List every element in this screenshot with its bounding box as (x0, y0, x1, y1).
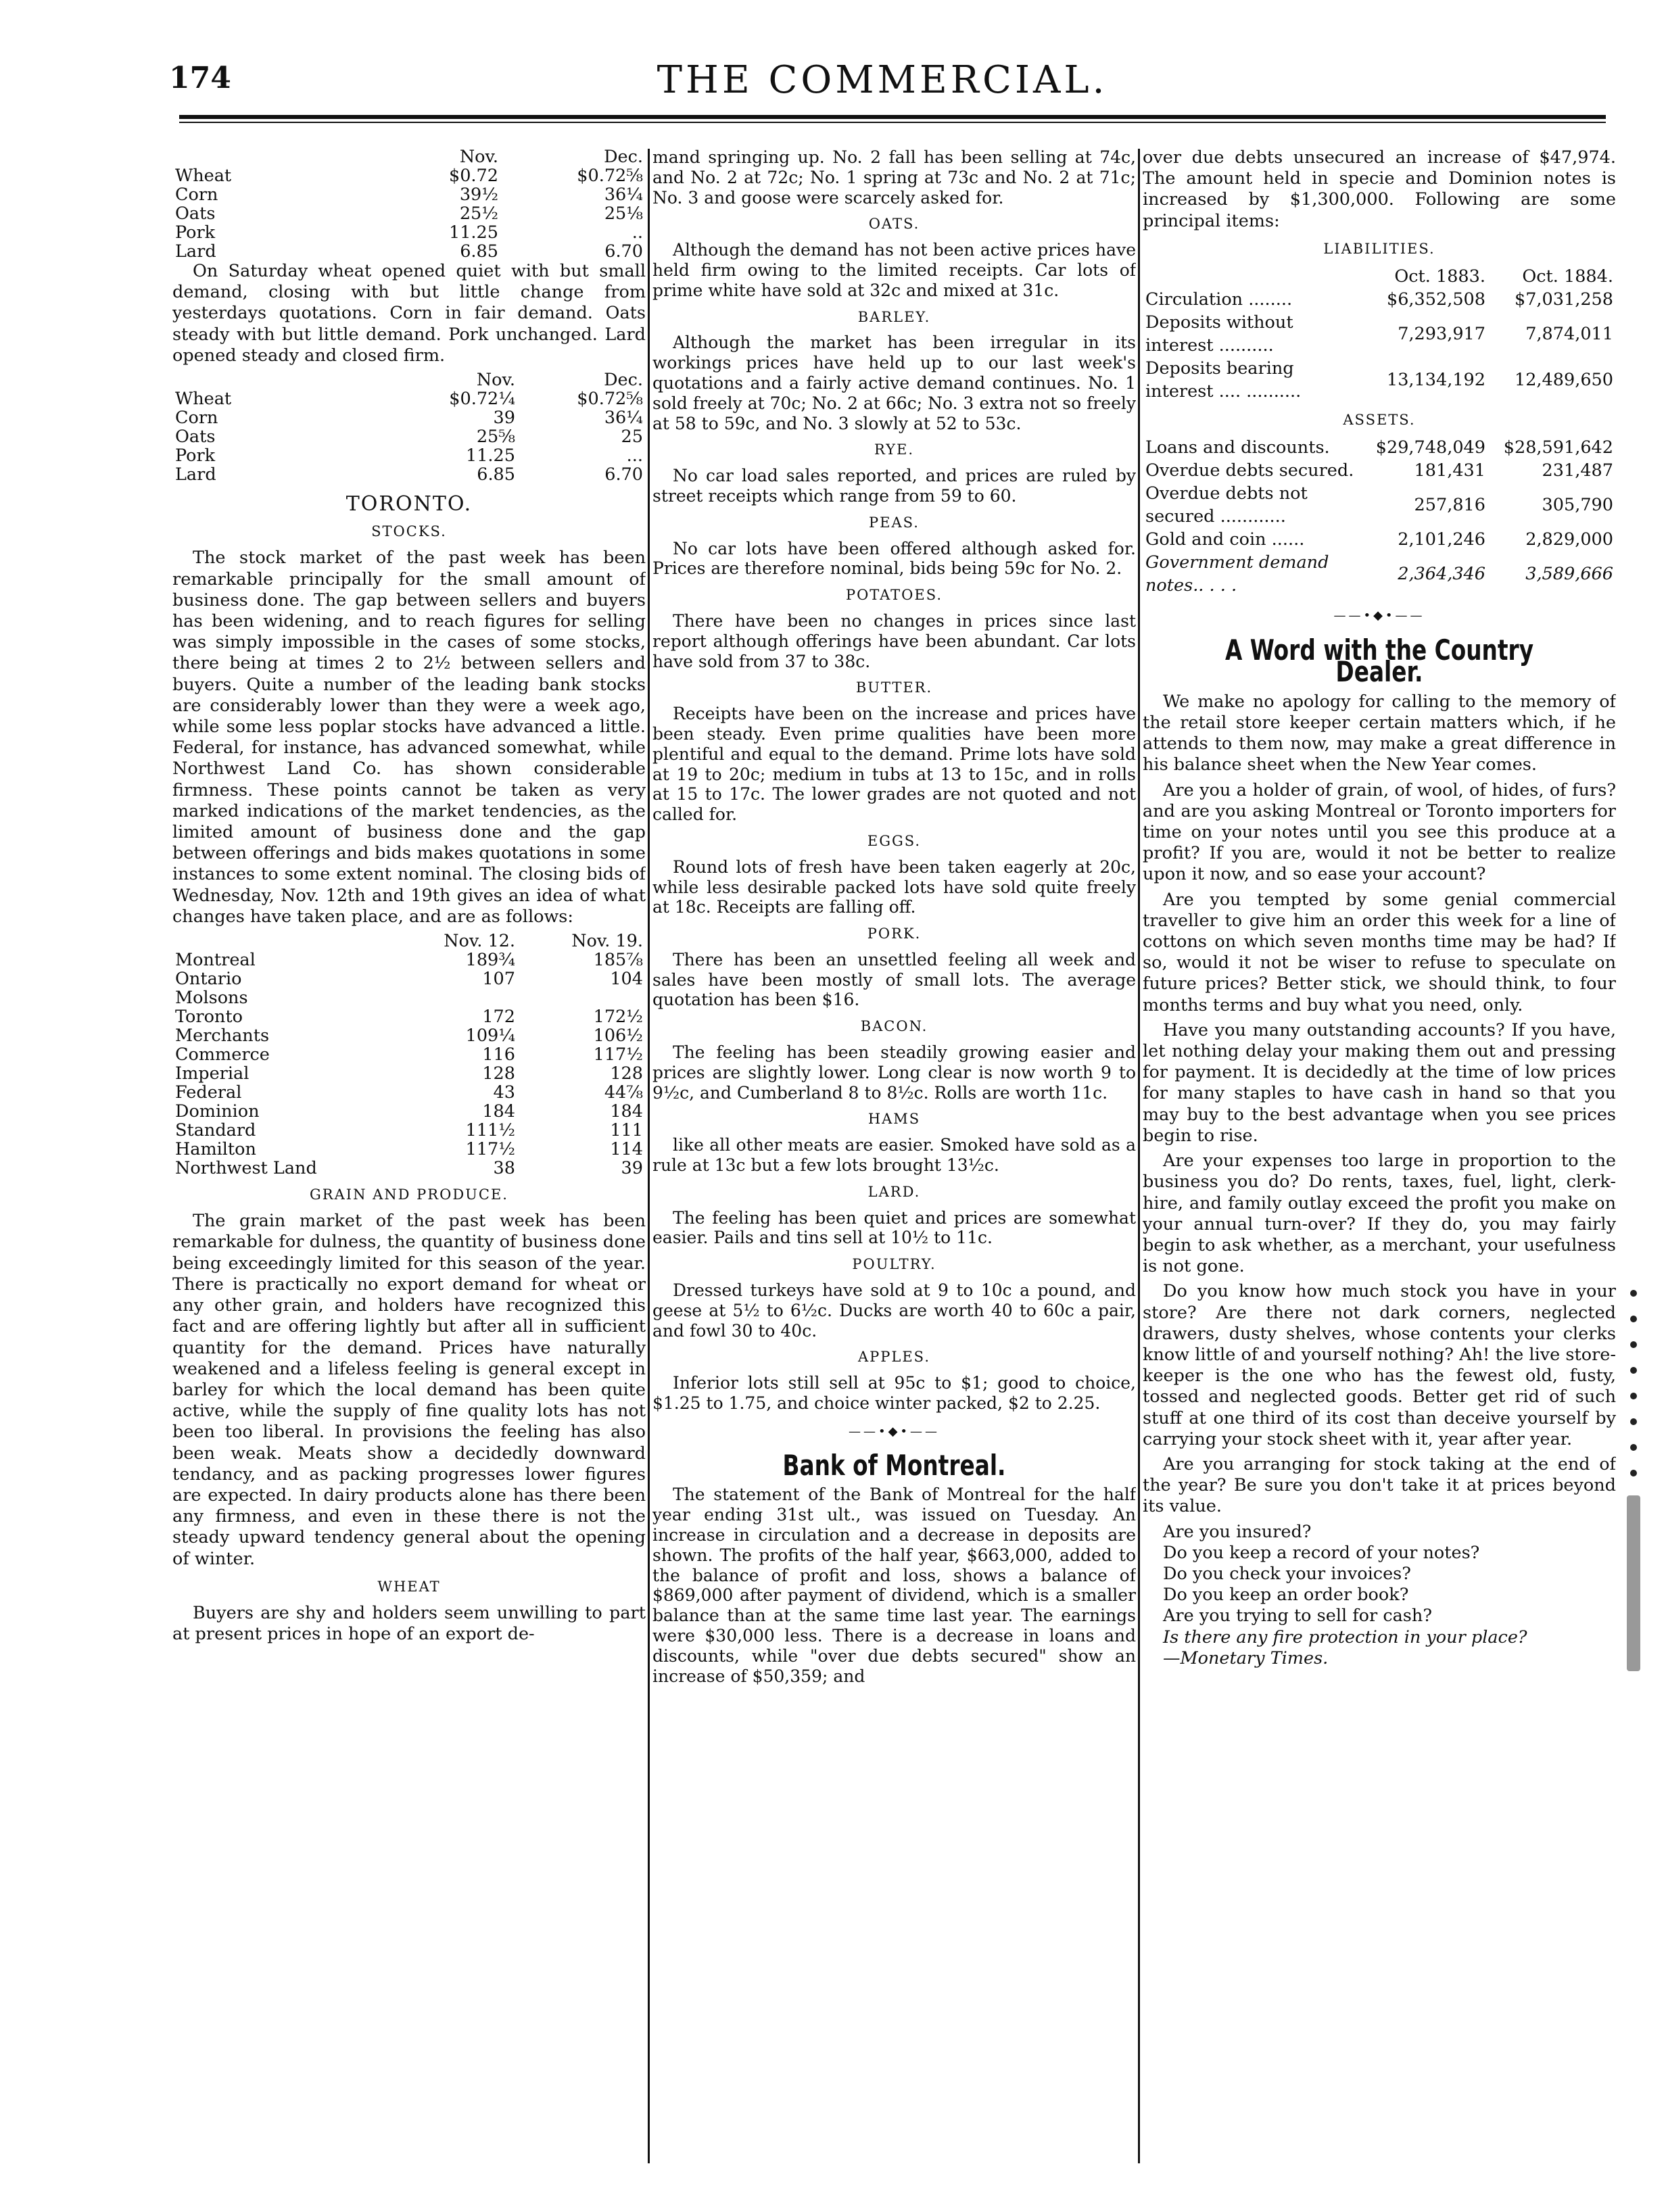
page-number: 174 (169, 61, 231, 95)
paragraph: Although the demand has not been active prices have held firm owing to the limited receipts. Car lots of prime white have sold at 32c and mixed at 31c. (652, 240, 1136, 300)
paragraph: Are you a holder of grain, of wool, of hides, of furs? and are you asking Montreal or Toronto importers for time on your notes until you see this produce at a profit? If you are, would it not be better to realize upon it now, and so ease your account? (1143, 779, 1616, 885)
table-row: Corn 39½ 36¼ (175, 185, 643, 205)
table-row: Wheat $0.72¼ $0.72⅝ (175, 389, 643, 410)
table-row: Merchants 109¼ 106½ (175, 1026, 643, 1047)
table-row: Molsons (175, 988, 248, 1009)
paragraph: Is there any fire protection in your place? (1163, 1627, 1527, 1648)
subsection-heading: STOCKS. (371, 523, 447, 540)
subsection-heading: LARD. (867, 1183, 921, 1200)
subsection-heading: BUTTER. (855, 679, 933, 696)
ornament-divider: ——•◆•—— (848, 1424, 941, 1439)
paragraph: Receipts have been on the increase and prices have been steady. Even prime qualities have been more plentiful and equal to the demand. Prime lots have sold at 19 to 20c; medium in tubs at 13 to 15c, and in rolls at 15 to 17c. The lower grades are not quoted and not called for. (652, 704, 1136, 825)
table-row: Deposits without interest .......... 7,293,917 7,874,011 (1145, 312, 1613, 356)
table-row: Dominion 184 184 (175, 1101, 643, 1122)
column-header: Oct. 1883. (1394, 266, 1485, 287)
subsection-heading: APPLES. (857, 1349, 930, 1366)
table-row: Gold and coin ...... 2,101,246 2,829,000 (1145, 529, 1613, 550)
page-edge-marks (1626, 1271, 1641, 2204)
subsection-heading: WHEAT (377, 1578, 441, 1595)
paragraph: Are your expenses too large in proportion to the business you do? Do rents, taxes, fuel, light, clerk-hire, and family outlay exceed the profit you make on your annual turn-over? If they do, you may fairly begin to ask whether, as a merchant, your usefulness is not gone. (1143, 1151, 1616, 1277)
column-header: Oct. 1884. (1522, 266, 1613, 287)
paragraph: Are you trying to sell for cash? (1163, 1606, 1432, 1627)
column-header: Nov. 19. (571, 931, 643, 952)
column-header: Dec. (604, 370, 643, 391)
paragraph: Do you keep a record of your notes? (1163, 1542, 1480, 1563)
article-heading: A Word with the Country Dealer. (1224, 633, 1534, 688)
subsection-heading: PORK. (867, 925, 922, 942)
column-divider (1138, 149, 1140, 2163)
subsection-heading: POTATOES. (845, 587, 943, 604)
table-row: Overdue debts secured. 181,431 231,487 (1145, 460, 1613, 481)
paragraph: The grain market of the past week has been remarkable for dulness, the quantity of business done being exceedingly limited for this season of the year. There is practically no export demand for wheat or any other grain, and holders have recognized this fact and are offering lightly but after all in sufficient quantity for the demand. Prices have naturally weakened and a lifeless feeling is general except in barley for which the local demand has been quite active, while the supply of fine quality lots has not been too liberal. In provisions the feeling has also been weak. Meats show a decidedly downward tendancy, and as packing progresses lower figures are expected. In dairy products alone has there been any firmness, and even in these there is not the steady upward tendency general about the opening of winter. (172, 1211, 646, 1569)
column-header: Nov. (476, 370, 515, 391)
column-2 (652, 147, 1136, 2162)
table-row: Lard 6.85 6.70 (175, 241, 643, 262)
table-row: Government demand notes.. . . . 2,364,346 3,589,666 (1145, 552, 1613, 596)
table-row: Northwest Land 38 39 (175, 1158, 643, 1179)
masthead-title: THE COMMERCIAL. (657, 58, 1108, 102)
paragraph: Are you tempted by some genial commercial traveller to give him an order this week for a line of cottons on which seven months time may be had? If so, would it not be wiser to refuse to speculate on future prices? Better stick, we should think, to four months terms and buy what you need, only. (1143, 889, 1616, 1015)
subsection-heading: POULTRY. (852, 1256, 936, 1273)
ornament-divider: ——•◆•—— (1333, 608, 1425, 623)
subsection-heading: LIABILITIES. (1323, 240, 1435, 257)
table-row: Toronto 172 172½ (175, 1007, 643, 1028)
column-header: Nov. (459, 147, 498, 167)
table-row: Overdue debts not secured ............ 257,816 305,790 (1145, 483, 1613, 527)
header-rule (179, 115, 1606, 119)
table-row: Imperial 128 128 (175, 1063, 643, 1084)
grain-price-table-2 (172, 370, 646, 484)
column-divider (648, 149, 650, 2163)
table-row: Hamilton 117½ 114 (175, 1139, 643, 1160)
paragraph: Round lots of fresh have been taken eagerly at 20c, while less desirable packed lots have sold quite freely at 18c. Receipts are falling off. (652, 857, 1136, 917)
liabilities-table (1143, 265, 1616, 403)
subsection-heading: HAMS (867, 1111, 921, 1128)
table-row: Ontario 107 104 (175, 969, 643, 990)
subsection-heading: GRAIN AND PRODUCE. (310, 1186, 508, 1203)
table-row: Commerce 116 117½ (175, 1044, 643, 1065)
paragraph: Buyers are shy and holders seem unwilling to part at present prices in hope of an export de- (172, 1602, 646, 1645)
paragraph: There have been no changes in prices since last report although offerings have been abundant. Car lots have sold from 37 to 38c. (652, 610, 1136, 671)
paragraph: The statement of the Bank of Montreal for the half year ending 31st ult., was issued on Tuesday. An increase in circulation and a decrease in deposits are shown. The profits of the half year, $663,000, added to the balance of profit and loss, shows a balance of $869,000 after payment of dividend, which is a smaller balance than at the same time last year. The earnings were $30,000 less. There is a decrease in loans and discounts, while "over due debts secured" show an increase of $50,359; and (652, 1485, 1136, 1686)
table-row: Loans and discounts. $29,748,049 $28,591,642 (1145, 437, 1613, 458)
assets-table (1143, 436, 1616, 597)
table-row: Montreal 189¾ 185⅞ (175, 950, 643, 971)
paragraph: Have you many outstanding accounts? If you have, let nothing delay your making them out and pressing for payment. It is decidedly at the time of low prices for many staples to have cash in hand so that you may buy to the best advantage when you see prices begin to rise. (1143, 1019, 1616, 1146)
attribution: —Monetary Times. (1163, 1648, 1329, 1668)
section-heading: TORONTO. (346, 492, 473, 516)
page-header (169, 55, 1596, 116)
paragraph: Although the market has been irregular in its workings prices have held up to our last week's quotations and a fairly active demand continues. No. 1 sold freely at 70c; No. 2 at 66c; No. 3 extra not so freely at 58 to 59c, and No. 3 slowly at 52 to 53c. (652, 333, 1136, 433)
paragraph: Inferior lots still sell at 95c to $1; good to choice, $1.25 to 1.75, and choice winter packed, $2 to 2.25. (652, 1373, 1136, 1414)
paragraph: Are you insured? (1163, 1521, 1312, 1542)
table-row: Oats 25⅝ 25 (175, 427, 643, 448)
paragraph: Are you arranging for stock taking at the end of the year? Be sure you don't take it at prices beyond its value. (1143, 1453, 1616, 1517)
header-rule-thin (179, 122, 1606, 123)
table-row: Wheat $0.72 $0.72⅝ (175, 166, 643, 186)
paragraph: We make no apology for calling to the memory of the retail store keeper certain matters which, if he attends to them now, may make a great difference in his balance sheet when the New Year comes. (1143, 691, 1616, 775)
table-row: Pork 11.25 ... (175, 446, 643, 466)
table-row: Deposits bearing interest .... .......... 13,134,192 12,489,650 (1145, 358, 1613, 402)
paragraph: On Saturday wheat opened quiet with but small demand, closing with but little change from yesterdays quotations. Corn in fair demand. Oats steady with but little demand. Pork unchanged. Lard opened steady and closed firm. (172, 261, 646, 366)
column-header: Dec. (604, 147, 643, 167)
subsection-heading: ASSETS. (1343, 412, 1416, 429)
subsection-heading: BARLEY. (857, 308, 931, 325)
paragraph: like all other meats are easier. Smoked have sold as a rule at 13c but a few lots brought 13½c. (652, 1135, 1136, 1176)
table-row: Federal 43 44⅞ (175, 1082, 643, 1103)
subsection-heading: BACON. (860, 1018, 928, 1035)
grain-price-table-1 (172, 147, 646, 261)
table-row: Lard 6.85 6.70 (175, 464, 643, 485)
paragraph: Do you check your invoices? (1163, 1563, 1411, 1584)
paragraph: No car lots have been offered although asked for. Prices are therefore nominal, bids being 59c for No. 2. (652, 538, 1136, 579)
paragraph: Do you keep an order book? (1163, 1585, 1409, 1606)
table-row: Pork 11.25 .. (175, 222, 643, 243)
paragraph: Dressed turkeys have sold at 9 to 10c a pound, and geese at 5½ to 6½c. Ducks are worth 40 to 60c a pair, and fowl 30 to 40c. (652, 1280, 1136, 1341)
table-row: Standard 111½ 111 (175, 1120, 643, 1141)
column-3 (1143, 147, 1616, 2162)
paragraph: over due debts unsecured an increase of $47,974. The amount held in specie and Dominion notes is increased by $1,300,000. Following are some principal items: (1143, 147, 1616, 231)
paragraph: Do you know how much stock you have in your store? Are there not dark corners, neglected drawers, dusty shelves, whose contents your clerks know little of and yourself nothing? Ah! the live store-keeper is the one who has the fewest old, fusty, tossed and neglected goods. Better get rid of such stuff at one third of its cost than deceive yourself by carrying your stock sheet with it, year after year. (1143, 1281, 1616, 1449)
column-1 (172, 147, 646, 2162)
subsection-heading: EGGS. (867, 832, 922, 849)
paragraph: mand springing up. No. 2 fall has been selling at 74c, and No. 2 at 72c; No. 1 spring at 73c and No. 2 at 71c; No. 3 and goose were scarcely asked for. (652, 147, 1136, 208)
paragraph: The feeling has been quiet and prices are somewhat easier. Pails and tins sell at 10½ to 11c. (652, 1207, 1136, 1248)
table-row: Oats 25½ 25⅛ (175, 203, 643, 224)
paragraph: There has been an unsettled feeling all week and sales have been mostly of small lots. The average quotation has been $16. (652, 949, 1136, 1010)
subsection-heading: RYE. (874, 441, 915, 458)
paragraph: The stock market of the past week has been remarkable principally for the small amount of business done. The gap between sellers and buyers has been widening, and to reach figures for selling was simply impossible in the cases of some stocks, there being at times 2 to 2½ between sellers and buyers. Quite a number of the leading bank stocks are considerably lower than they were a week ago, while some less poplar stocks have advanced a little. Federal, for instance, has advanced somewhat, while Northwest Land Co. has shown considerable firmness. These points cannot be taken as very marked indications of the market tendencies, as the limited amount of business done and the gap between offerings and bids makes quotations in some instances to some extent nominal. The closing bids of Wednesday, Nov. 12th and 19th gives an idea of what changes have taken place, and are as follows: (172, 548, 646, 927)
subsection-heading: PEAS. (869, 514, 920, 531)
table-row: Circulation ........ $6,352,508 $7,031,258 (1145, 289, 1613, 310)
column-header: Nov. 12. (444, 931, 515, 952)
paragraph: The feeling has been steadily growing easier and prices are slightly lower. Long clear is now worth 9 to 9½c, and Cumberland 8 to 8½c. Rolls are worth 11c. (652, 1042, 1136, 1103)
paragraph: No car load sales reported, and prices are ruled by street receipts which range from 59 to 60. (652, 466, 1136, 506)
article-heading: Bank of Montreal. (782, 1448, 1006, 1482)
stocks-table (172, 932, 646, 1178)
subsection-heading: OATS. (868, 216, 920, 233)
table-row: Corn 39 36¼ (175, 408, 643, 429)
